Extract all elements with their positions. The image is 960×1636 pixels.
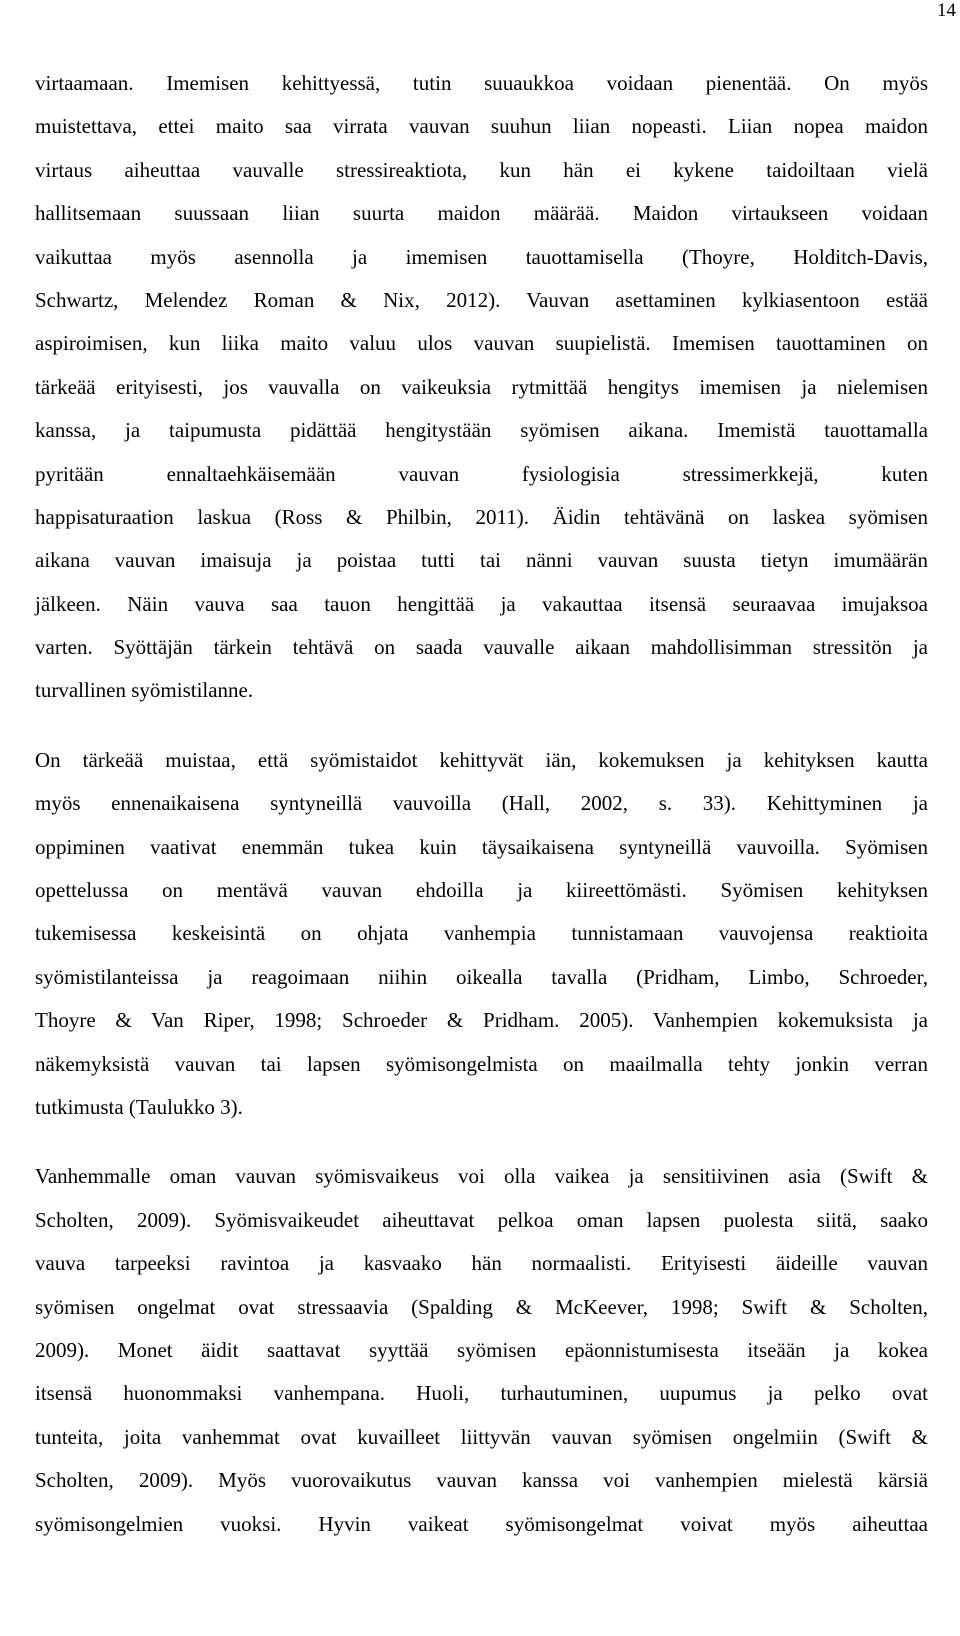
text-line: syömisen ongelmat ovat stressaavia (Spalding & McKeever, 1998; Swift & Scholten, <box>35 1294 928 1319</box>
paragraph-3 <box>35 1155 928 1546</box>
text-line: aspiroimisen, kun liika maito valuu ulos vauvan suupielistä. Imemisen tauottaminen on <box>35 331 928 356</box>
paragraph-spacer <box>35 713 928 739</box>
text-line: pyritään ennaltaehkäisemään vauvan fysiologisia stressimerkkejä, kuten <box>35 461 928 486</box>
text-line: aikana vauvan imaisuja ja poistaa tutti tai nänni vauvan suusta tietyn imumäärän <box>35 548 928 573</box>
paragraph-2 <box>35 739 928 1130</box>
text-line: On tärkeää muistaa, että syömistaidot kehittyvät iän, kokemuksen ja kehityksen kautta <box>35 747 928 772</box>
text-line: oppiminen vaativat enemmän tukea kuin täysaikaisena syntyneillä vauvoilla. Syömisen <box>35 834 928 859</box>
text-line: tukemisessa keskeisintä on ohjata vanhempia tunnistamaan vauvojensa reaktioita <box>35 921 928 946</box>
text-line: Vanhemmalle oman vauvan syömisvaikeus voi olla vaikea ja sensitiivinen asia (Swift & <box>35 1164 928 1189</box>
text-line: Scholten, 2009). Syömisvaikeudet aiheuttavat pelkoa oman lapsen puolesta siitä, saako <box>35 1207 928 1232</box>
text-line: näkemyksistä vauvan tai lapsen syömisongelmista on maailmalla tehty jonkin verran <box>35 1051 928 1076</box>
text-line: vauva tarpeeksi ravintoa ja kasvaako hän normaalisti. Erityisesti äideille vauvan <box>35 1251 928 1276</box>
page-number: 14 <box>937 0 956 21</box>
text-line: tutkimusta (Taulukko 3). <box>35 1094 243 1119</box>
text-line: tärkeää erityisesti, jos vauvalla on vaikeuksia rytmittää hengitys imemisen ja nielemisen <box>35 374 928 399</box>
text-line: virtaus aiheuttaa vauvalle stressireaktiota, kun hän ei kykene taidoiltaan vielä <box>35 157 928 182</box>
document-body <box>35 62 928 1546</box>
text-line: hallitsemaan suussaan liian suurta maidon määrää. Maidon virtaukseen voidaan <box>35 201 928 226</box>
text-line: Schwartz, Melendez Roman & Nix, 2012). Vauvan asettaminen kylkiasentoon estää <box>35 287 928 312</box>
text-line: Scholten, 2009). Myös vuorovaikutus vauvan kanssa voi vanhempien mielestä kärsiä <box>35 1468 928 1493</box>
text-line: opettelussa on mentävä vauvan ehdoilla ja kiireettömästi. Syömisen kehityksen <box>35 878 928 903</box>
text-line: syömisongelmien vuoksi. Hyvin vaikeat syömisongelmat voivat myös aiheuttaa <box>35 1511 928 1536</box>
paragraph-spacer <box>35 1129 928 1155</box>
text-line: itsensä huonommaksi vanhempana. Huoli, turhautuminen, uupumus ja pelko ovat <box>35 1381 928 1406</box>
text-line: kanssa, ja taipumusta pidättää hengitystään syömisen aikana. Imemistä tauottamalla <box>35 418 928 443</box>
text-line: Thoyre & Van Riper, 1998; Schroeder & Pridham. 2005). Vanhempien kokemuksista ja <box>35 1008 928 1033</box>
text-line: turvallinen syömistilanne. <box>35 678 254 703</box>
text-line: virtaamaan. Imemisen kehittyessä, tutin suuaukkoa voidaan pienentää. On myös <box>35 71 928 95</box>
text-line: syömistilanteissa ja reagoimaan niihin oikealla tavalla (Pridham, Limbo, Schroeder, <box>35 964 928 989</box>
text-line: tunteita, joita vanhemmat ovat kuvailleet liittyvän vauvan syömisen ongelmiin (Swift & <box>35 1424 928 1449</box>
text-line: jälkeen. Näin vauva saa tauon hengittää ja vakauttaa itsensä seuraavaa imujaksoa <box>35 591 928 616</box>
text-line: muistettava, ettei maito saa virrata vauvan suuhun liian nopeasti. Liian nopea maidon <box>35 114 928 139</box>
text-line: myös ennenaikaisena syntyneillä vauvoilla (Hall, 2002, s. 33). Kehittyminen ja <box>35 791 928 816</box>
text-line: vaikuttaa myös asennolla ja imemisen tauottamisella (Thoyre, Holditch-Davis, <box>35 244 928 269</box>
text-line: happisaturaation laskua (Ross & Philbin, 2011). Äidin tehtävänä on laskea syömisen <box>35 504 928 529</box>
text-line: varten. Syöttäjän tärkein tehtävä on saada vauvalle aikaan mahdollisimman stressitön ja <box>35 635 928 660</box>
paragraph-1 <box>35 62 928 713</box>
text-line: 2009). Monet äidit saattavat syyttää syömisen epäonnistumisesta itseään ja kokea <box>35 1337 928 1362</box>
